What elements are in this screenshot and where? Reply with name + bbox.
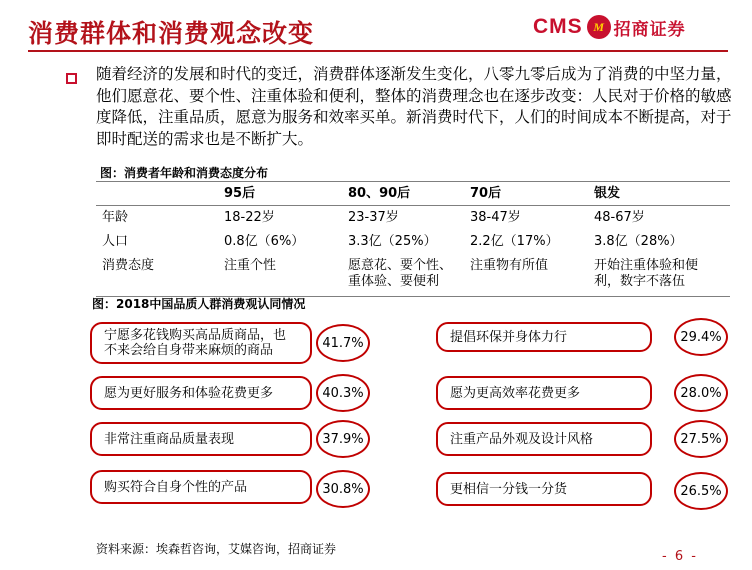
survey-item-value: 37.9% [316, 420, 370, 458]
survey-item-label: 购买符合自身个性的产品 [90, 470, 312, 504]
survey-item-label: 愿为更高效率花费更多 [436, 376, 652, 410]
source-note: 资料来源：埃森哲咨询，艾媒咨询，招商证券 [96, 542, 337, 556]
table-header-cell: 70后 [470, 186, 502, 201]
intro-paragraph: 随着经济的发展和时代的变迁，消费群体逐渐发生变化，八零九零后成为了消费的中坚力量，他们愿意花、要个性、注重体验和便利，整体的消费理念也在逐步改变：人民对于价格的敏感度降低，注重品质，愿意为服务和效率买单。新消费时代下，人们的时间成本不断提高，对于即时配送的需求也是不断扩大。 [96, 65, 732, 148]
survey-item-label: 注重产品外观及设计风格 [436, 422, 652, 456]
table-cell: 人口 [102, 234, 129, 249]
survey-item-value: 30.8% [316, 470, 370, 508]
table-cell: 2.2亿（17%） [470, 234, 559, 249]
logo-cms-text: CMS [533, 15, 583, 38]
title-divider [28, 50, 728, 52]
survey-item-label: 更相信一分钱一分货 [436, 472, 652, 506]
table-header-cell: 银发 [594, 186, 621, 201]
survey-item-value: 41.7% [316, 324, 370, 362]
table-cell: 年龄 [102, 210, 129, 225]
table-cell: 48-67岁 [594, 210, 645, 225]
logo-company-name: 招商证券 [613, 19, 686, 40]
survey-item-value: 28.0% [674, 374, 728, 412]
survey-item-value: 29.4% [674, 318, 728, 356]
page-number: - 6 - [662, 549, 698, 564]
survey-item-value: 26.5% [674, 472, 728, 510]
checkbox-bullet-icon [66, 73, 77, 84]
table-header-cell: 95后 [224, 186, 256, 201]
logo-badge-icon: M [587, 15, 611, 39]
survey-item-label: 宁愿多花钱购买高品质商品，也不来会给自身带来麻烦的商品 [90, 322, 312, 364]
table-cell: 开始注重体验和便利，数字不落伍 [594, 258, 699, 289]
table-cell: 38-47岁 [470, 210, 521, 225]
table-header-cell: 80、90后 [348, 186, 411, 201]
table-cell: 23-37岁 [348, 210, 399, 225]
table-cell: 3.8亿（28%） [594, 234, 683, 249]
table-cell: 0.8亿（6%） [224, 234, 305, 249]
page-title: 消费群体和消费观念改变 [28, 19, 315, 48]
survey-item-label: 非常注重商品质量表现 [90, 422, 312, 456]
age-attitude-table [96, 181, 730, 297]
table-cell: 愿意花、要个性、重体验、要便利 [348, 258, 453, 289]
table-cell: 消费态度 [102, 258, 155, 273]
table-cell: 注重个性 [224, 258, 277, 273]
table-header-row [96, 182, 730, 206]
survey-item-value: 40.3% [316, 374, 370, 412]
table-cell: 注重物有所值 [470, 258, 549, 273]
survey-caption: 图：2018中国品质人群消费观认同情况 [92, 297, 306, 311]
table-row [96, 206, 730, 230]
survey-item-label: 提倡环保并身体力行 [436, 322, 652, 352]
cms-logo [533, 12, 686, 42]
table-caption: 图：消费者年龄和消费态度分布 [100, 166, 269, 180]
table-cell: 3.3亿（25%） [348, 234, 437, 249]
table-row [96, 230, 730, 254]
table-cell: 18-22岁 [224, 210, 275, 225]
survey-item-value: 27.5% [674, 420, 728, 458]
survey-item-label: 愿为更好服务和体验花费更多 [90, 376, 312, 410]
table-row [96, 254, 730, 296]
